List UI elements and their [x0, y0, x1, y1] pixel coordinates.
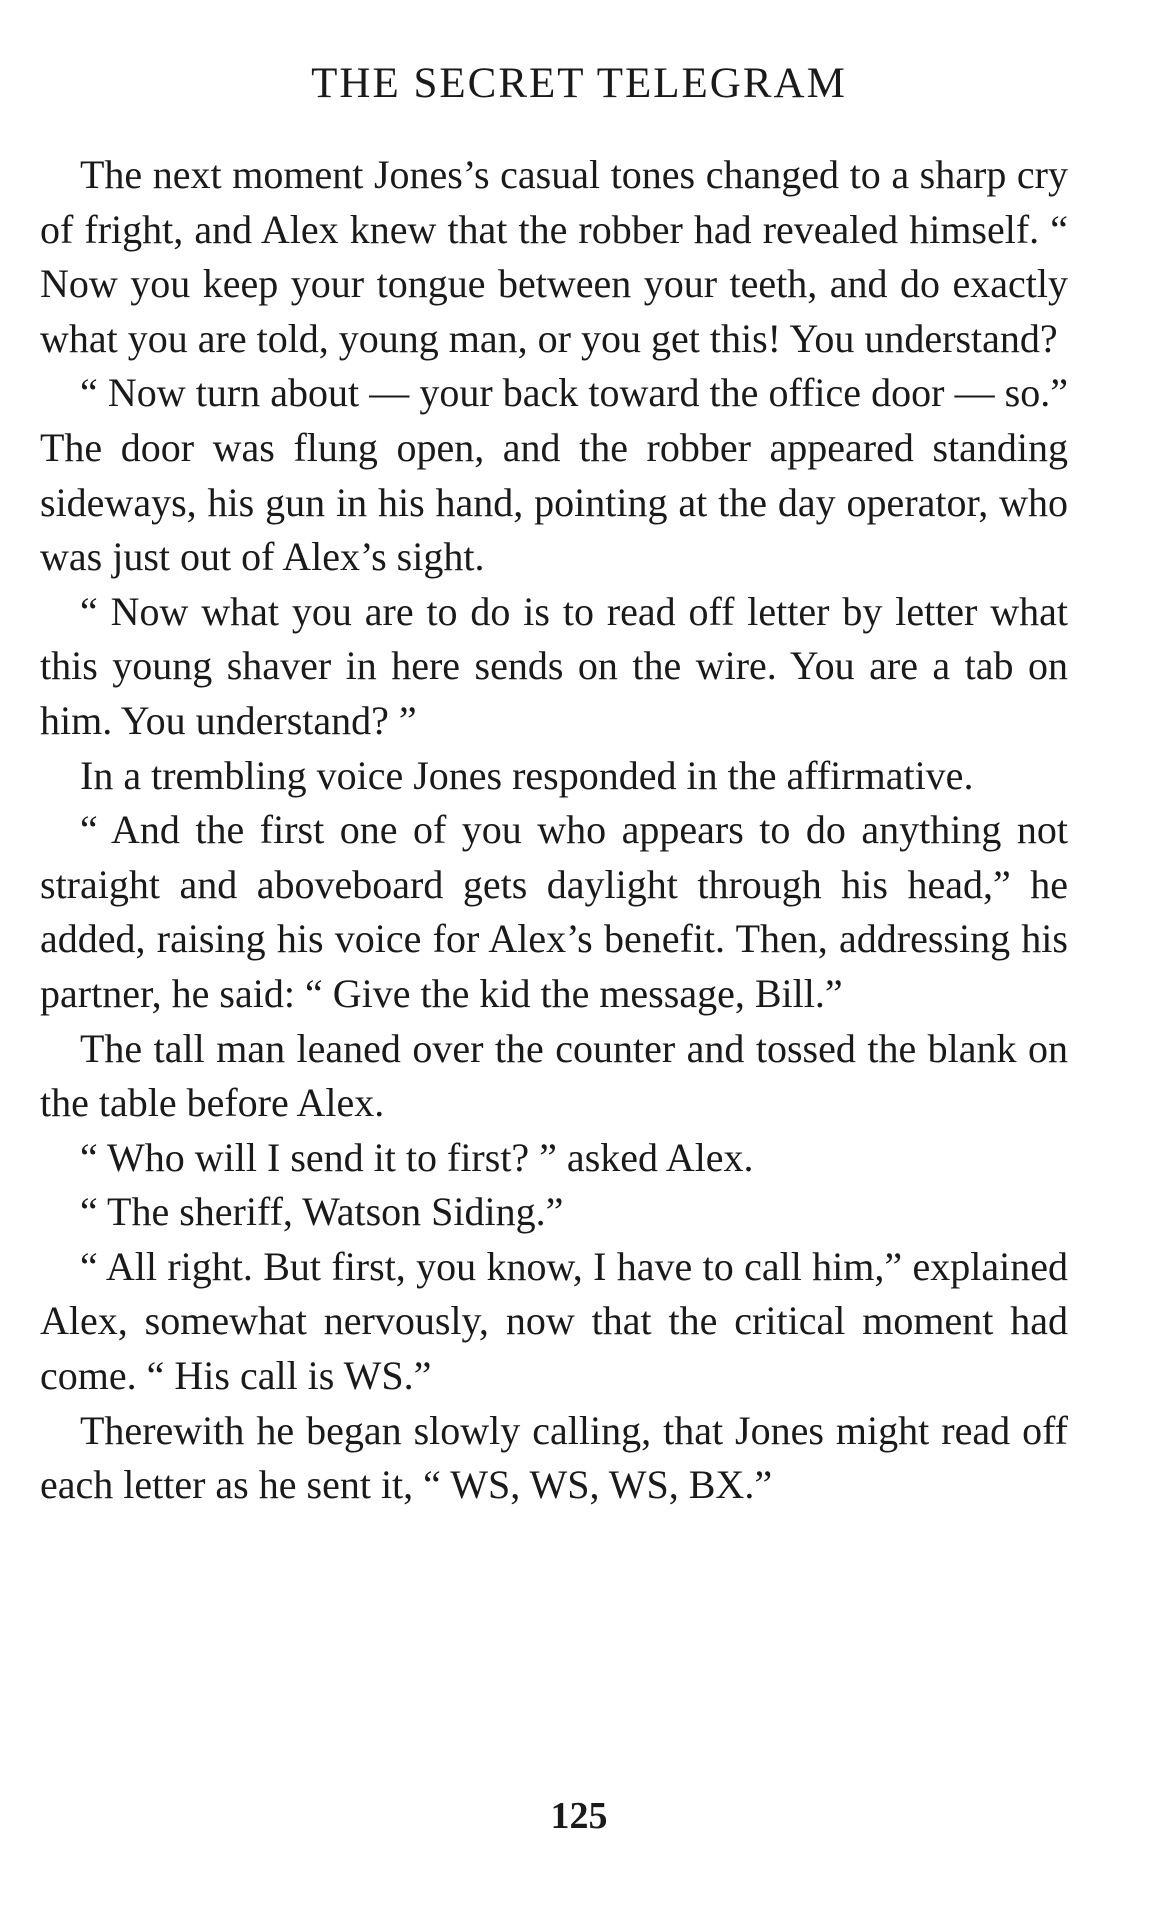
paragraph: “ Who will I send it to first? ” asked Alex.: [80, 1134, 754, 1180]
paragraph: “ Now turn about — your back toward the office door — so.” The door was flung open, and the robber appeared standing sideways, his gun in his hand, pointing at the day operator, who was just out of Alex’s sight.: [40, 370, 1068, 580]
running-title: THE SECRET TELEGRAM: [311, 60, 847, 107]
body-text: [40, 148, 1068, 1513]
page-number: 125: [550, 1795, 608, 1837]
paragraph: The tall man leaned over the counter and tossed the blank on the table before Alex.: [40, 1025, 1068, 1126]
paragraph: In a trembling voice Jones responded in the affirmative.: [80, 752, 974, 798]
paragraph: “ The sheriff, Watson Siding.”: [80, 1189, 564, 1235]
paragraph: “ And the first one of you who appears to do anything not straight and aboveboard gets daylight through his head,” he added, raising his voice for Alex’s benefit. Then, addressing his partner, he said: “ Give the kid the message, Bill.”: [40, 807, 1068, 1016]
paragraph: Therewith he began slowly calling, that Jones might read off each letter as he sent it, “ WS, WS, WS, BX.”: [40, 1407, 1068, 1508]
paragraph: “ Now what you are to do is to read off letter by letter what this young shaver in here sends on the wire. You are a tab on him. You understand? ”: [40, 588, 1068, 743]
paragraph: “ All right. But first, you know, I have to call him,” explained Alex, somewhat nervously, now that the critical moment had come. “ His call is WS.”: [40, 1243, 1068, 1399]
paragraph: The next moment Jones’s casual tones changed to a sharp cry of fright, and Alex knew that the robber had revealed himself. “ Now you keep your tongue between your teeth, and do exactly what you are told, young man, or you get this! You understand?: [40, 152, 1068, 361]
